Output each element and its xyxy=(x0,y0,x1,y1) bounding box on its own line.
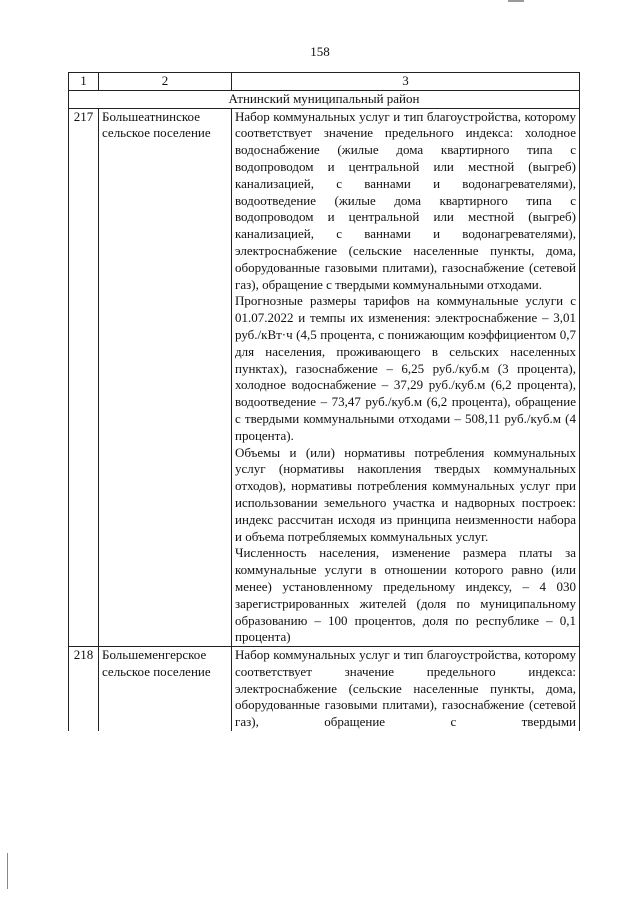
tariff-table xyxy=(68,72,580,731)
settlement-name: Большеменгерское сельское поселение xyxy=(99,647,232,731)
page-number: 158 xyxy=(310,44,330,59)
tariff-description xyxy=(232,108,580,647)
tariff-description xyxy=(232,647,580,731)
column-number-3: 3 xyxy=(232,73,580,91)
description-paragraph: Численность населения, изменение размера платы за коммунальные услуги в отношении которого равно (или менее) установленному предельному индексу, – 4 030 зарегистрированных жителей (доля по муниципальному образованию – 100 процентов, доля по республике – 0,1 процента) xyxy=(235,545,576,645)
table-row xyxy=(69,108,580,647)
column-number-row xyxy=(69,73,580,91)
scan-edge-mark xyxy=(508,0,524,2)
row-number: 218 xyxy=(69,647,99,731)
district-heading: Атнинский муниципальный район xyxy=(69,90,580,108)
column-number-1: 1 xyxy=(69,73,99,91)
description-paragraph: Объемы и (или) нормативы потребления коммунальных услуг (нормативы накопления твердых коммунальных отходов), нормативы потребления коммунальных услуг при использовании земельного участка и надворных построек: индекс рассчитан исходя из принципа неизменности набора и объема потребляемых коммунальных услуг. xyxy=(235,444,576,544)
district-row xyxy=(69,90,580,108)
description-paragraph: Набор коммунальных услуг и тип благоустройства, которому соответствует значение предельного индекса: холодное водоснабжение (жилые дома квартирного типа с водопроводом и центральной или местной (выгреб) канализацией, с ваннами и водонагревателями), водоотведение (жилые дома квартирного типа с водопроводом и центральной или местной (выгреб) канализацией, с ваннами и водонагревателями), электроснабжение (сельские населенные пункты, дома, оборудованные газовыми плитами), газоснабжение (сетевой газ), обращение с твердыми коммунальными отходами. xyxy=(235,108,576,292)
table-row xyxy=(69,647,580,731)
description-paragraph: Набор коммунальных услуг и тип благоустройства, которому соответствует значение предельного индекса: электроснабжение (сельские населенные пункты, дома, оборудованные газовыми плитами), газоснабжение (сетевой газ), обращение с твердыми xyxy=(235,647,576,730)
scan-margin-mark xyxy=(7,853,8,889)
settlement-name: Большеатнинское сельское поселение xyxy=(99,108,232,647)
description-paragraph: Прогнозные размеры тарифов на коммунальные услуги с 01.07.2022 и темпы их изменения: электроснабжение – 3,01 руб./кВт·ч (4,5 процента, с понижающим коэффициентом 0,7 для населения, проживающего в сельских населенных пунктах), газоснабжение – 6,25 руб./куб.м (3 процента), холодное водоснабжение – 37,29 руб./куб.м (6,2 процента), водоотведение – 73,47 руб./куб.м (6,2 процента), обращение с твердыми коммунальными отходами – 508,11 руб./куб.м (4 процента). xyxy=(235,293,576,443)
row-number: 217 xyxy=(69,108,99,647)
column-number-2: 2 xyxy=(99,73,232,91)
